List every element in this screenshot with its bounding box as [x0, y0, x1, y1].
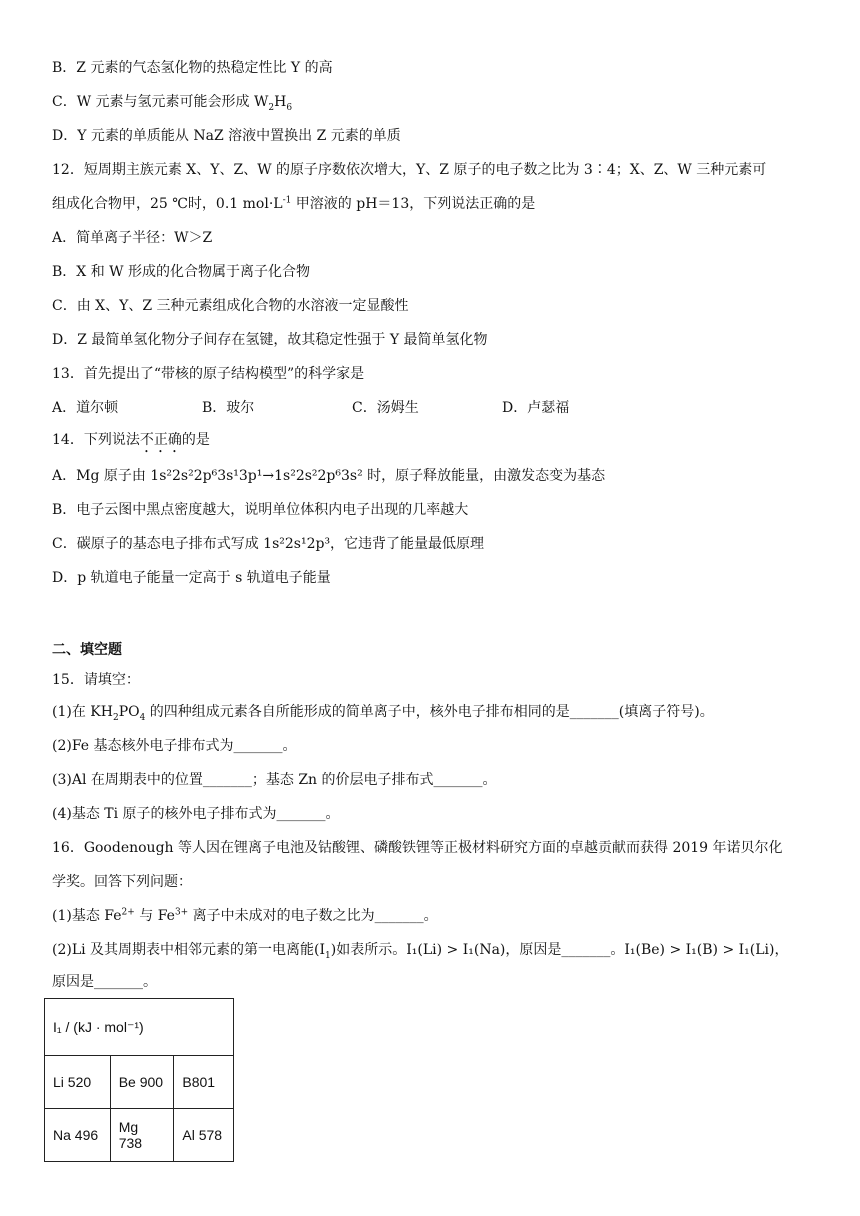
q16-part2-line2: 原因是_______。	[52, 974, 157, 990]
ionization-energy-table	[44, 998, 234, 1162]
q13-option-d: D．卢瑟福	[502, 400, 570, 416]
table-cell: Li 520	[45, 1056, 111, 1109]
table-row	[45, 1056, 234, 1109]
q12-option-c: C．由 X、Y、Z 三种元素组成化合物的水溶液一定显酸性	[52, 298, 409, 314]
q15-stem: 15．请填空：	[52, 672, 140, 688]
q16-part2: (2)Li 及其周期表中相邻元素的第一电离能$(I_1)$如表所示。I₁(Li) > I₁(Na)，原因是_______。I₁(Be) > I₁(B) > I₁(Li)，	[52, 942, 789, 961]
table-header-cell: I₁ / (kJ · mol⁻¹)	[45, 999, 234, 1056]
q15-part2: (2)Fe 基态核外电子排布式为_______。	[52, 738, 297, 754]
table-cell: Na 496	[45, 1109, 111, 1162]
q13-option-a: A．道尔顿	[52, 400, 119, 416]
table-cell: Mg 738	[110, 1109, 174, 1162]
q12-option-b: B．X 和 W 形成的化合物属于离子化合物	[52, 264, 310, 280]
q16-stem-line1: 16．Goodenough 等人因在锂离子电池及钴酸锂、磷酸铁锂等正极材料研究方面的卓越贡献而获得 2019 年诺贝尔化	[52, 840, 783, 856]
q14-option-c: C．碳原子的基态电子排布式写成 1s²2s¹2p³，它违背了能量最低原理	[52, 536, 485, 552]
q12-stem-line1: 12．短周期主族元素 X、Y、Z、W 的原子序数依次增大，Y、Z 原子的电子数之比为 3∶4；X、Z、W 三种元素可	[52, 162, 767, 178]
q14-stem: 14．下列说法不正确的是	[52, 432, 210, 448]
q12-option-a: A．简单离子半径：W＞Z	[52, 230, 213, 246]
q15-part1: (1)在 $KH_2PO_4$ 的四种组成元素各自所能形成的简单离子中，核外电子排布相同的是_______(填离子符号)。	[52, 704, 714, 723]
q13-option-b: B．玻尔	[202, 400, 255, 416]
table-cell: Be 900	[110, 1056, 174, 1109]
q14-option-b: B．电子云图中黑点密度越大，说明单位体积内电子出现的几率越大	[52, 502, 469, 518]
table-header-row	[45, 999, 234, 1056]
q12-stem-line2: 组成化合物甲，25 ℃时，0.1 $mol\cdot L^{-1}$ 甲溶液的 pH＝13，下列说法正确的是	[52, 195, 536, 212]
q11-option-d: D．Y 元素的单质能从 NaZ 溶液中置换出 Z 元素的单质	[52, 128, 401, 144]
table-cell: B801	[174, 1056, 234, 1109]
q12-option-d: D．Z 最简单氢化物分子间存在氢键，故其稳定性强于 Y 最简单氢化物	[52, 332, 488, 348]
q16-stem-line2: 学奖。回答下列问题：	[52, 874, 192, 890]
q13-stem: 13．首先提出了“带核的原子结构模型”的科学家是	[52, 366, 365, 382]
q11-option-b: B．Z 元素的气态氢化物的热稳定性比 Y 的高	[52, 60, 333, 76]
q13-option-c: C．汤姆生	[352, 400, 419, 416]
table-row	[45, 1109, 234, 1162]
q15-part3: (3)Al 在周期表中的位置_______；基态 Zn 的价层电子排布式_______。	[52, 772, 497, 788]
table-cell: Al 578	[174, 1109, 234, 1162]
q16-part1: (1)基态 $Fe^{2+}$ 与 $Fe^{3+}$ 离子中未成对的电子数之比为_______。	[52, 907, 438, 924]
emphasis-text: 不正确	[139, 432, 182, 448]
q14-option-d: D．p 轨道电子能量一定高于 s 轨道电子能量	[52, 570, 331, 586]
section-title: 二、填空题	[52, 642, 122, 658]
q14-option-a: A．Mg 原子由 1s²2s²2p⁶3s¹3p¹→1s²2s²2p⁶3s² 时，原子释放能量，由激发态变为基态	[52, 468, 606, 484]
q11-option-c: C．W 元素与氢元素可能会形成 $W_2H_6$	[52, 94, 293, 113]
q15-part4: (4)基态 Ti 原子的核外电子排布式为_______。	[52, 806, 340, 822]
